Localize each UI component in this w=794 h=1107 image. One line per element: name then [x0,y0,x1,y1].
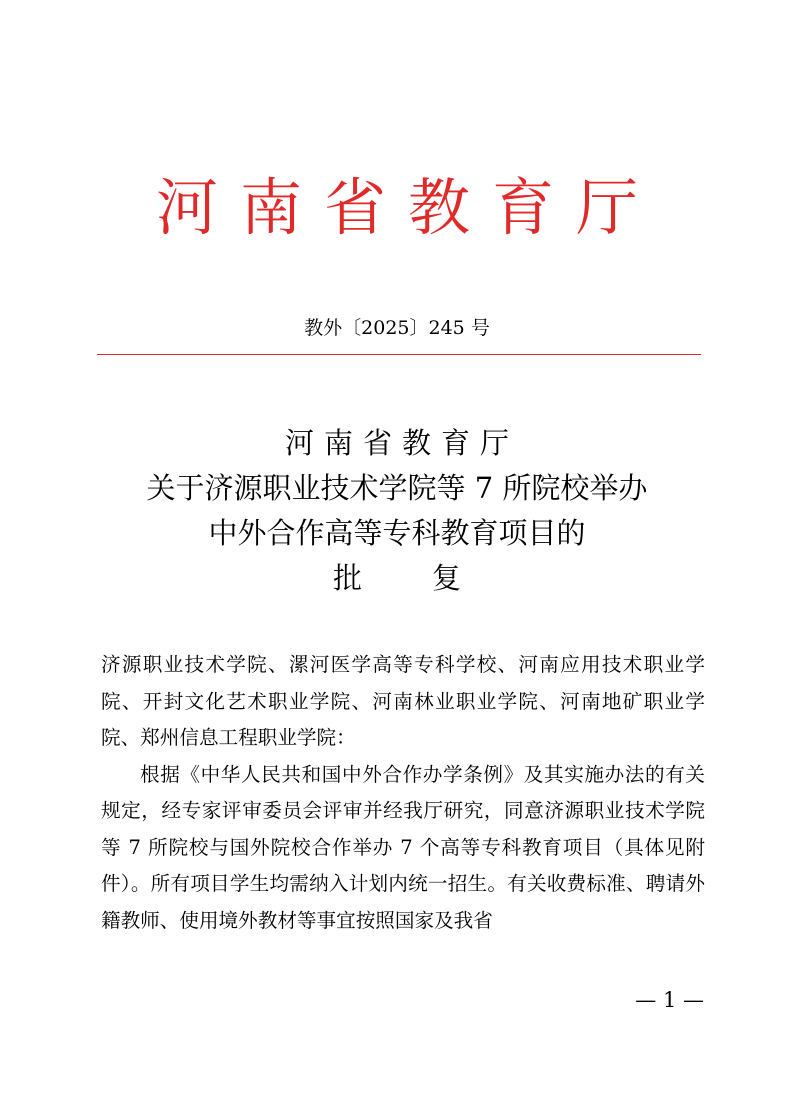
document-body [101,647,705,939]
document-number: 教外〔2025〕245 号 [304,317,490,339]
title-line-subject: 关于济源职业技术学院等 7 所院校举办 [146,471,648,505]
title-line-project: 中外合作高等专科教育项目的 [208,516,586,550]
page-number: — 1 — [635,988,704,1012]
title-line-authority: 河南省教育厅 [284,426,519,460]
title-line-reply: 批复 [332,561,531,595]
recipient-list: 济源职业技术学院、漯河医学高等专科学校、河南应用技术职业学院、开封文化艺术职业学院、河南林业职业学院、河南地矿职业学院、郑州信息工程职业学院： [101,653,705,749]
document-title [0,421,794,601]
body-paragraph: 根据《中华人民共和国中外合作办学条例》及其实施办法的有关规定，经专家评审委员会评审并经我厅研究，同意济源职业技术学院等 7 所院校与国外院校合作举办 7 个高等专科教育项目（具体见附件）。所有项目学生均需纳入计划内统一招生。有关收费标准、聘请外籍教师、使用境外教材等事宜按照国家及我省 [101,762,705,932]
issuing-authority-header: 河南省教育厅 [155,171,660,244]
red-separator-line [97,354,701,355]
